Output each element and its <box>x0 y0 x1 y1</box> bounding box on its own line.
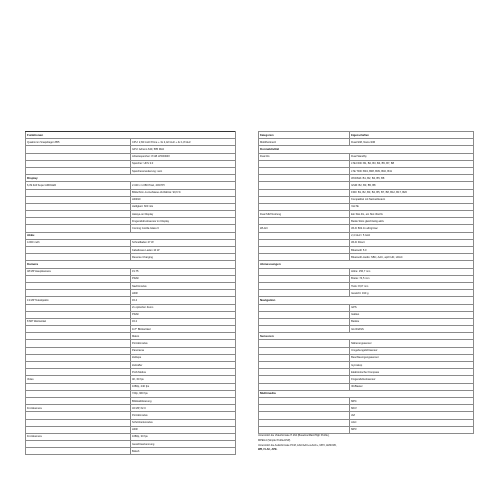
section-title: Abmessungen <box>259 261 474 268</box>
spec-row <box>26 211 236 218</box>
spec-row <box>259 189 474 196</box>
spec-row <box>259 318 474 325</box>
spec-value: Gyroskop <box>350 362 474 369</box>
spec-row <box>259 232 474 239</box>
spec-row <box>259 419 474 426</box>
spec-row <box>26 218 236 225</box>
spec-key <box>259 383 350 390</box>
spec-key: Frontkamera <box>26 433 131 440</box>
spec-row <box>26 196 236 203</box>
spec-key: Qualcomm Snapdragon 855 <box>26 139 131 146</box>
spec-value: Bluetooth-Audio: SBC, AAC, aptX HD, LDAC <box>350 254 474 261</box>
spec-value: Profi-Modus <box>131 369 236 376</box>
spec-row <box>26 448 236 455</box>
spec-row <box>26 340 236 347</box>
spec-value: GPU: Adreno 640, 585 MHz <box>131 146 236 153</box>
spec-row <box>259 405 474 412</box>
spec-row <box>26 297 236 304</box>
spec-value: 4K, 60 fps <box>131 376 236 383</box>
spec-key <box>259 160 350 167</box>
spec-row <box>26 225 236 232</box>
spec-value: Schnellladen 27 W <box>131 239 236 246</box>
spec-row <box>259 362 474 369</box>
spec-value: f/1.75 <box>131 268 236 275</box>
spec-value: Beide Slots gleichzeitig aktiv <box>350 218 474 225</box>
format-note-line: Unterstützt die Audioformate PCM, AAC/AAC+/eAAC+, MP3, AMR-NB, <box>258 443 337 447</box>
spec-row <box>259 203 474 210</box>
section-title: Multimedia <box>259 390 474 397</box>
spec-value: 117° Blickwinkel <box>131 326 236 333</box>
spec-key <box>26 304 131 311</box>
spec-key <box>26 412 131 419</box>
spec-row <box>259 268 474 275</box>
spec-key <box>26 333 131 340</box>
spec-value: Helligkeit: 600 nits <box>131 203 236 210</box>
spec-row <box>26 441 236 448</box>
spec-value: 1080p, 240 fps <box>131 383 236 390</box>
spec-row <box>259 426 474 433</box>
spec-key <box>26 153 131 160</box>
section-header-row <box>26 132 236 139</box>
spec-key: Frontkamera <box>26 405 131 412</box>
spec-value: Schönheitsmodus <box>131 419 236 426</box>
spec-value: Bluetooth 5.0 <box>350 247 474 254</box>
spec-value: Bokeh <box>131 448 236 455</box>
spec-value: 32 MP, f/2.0 <box>131 405 236 412</box>
section-header-row <box>259 333 474 340</box>
spec-row <box>26 369 236 376</box>
section-title: Konnektivität <box>259 146 474 153</box>
spec-value: Arbeitsspeicher: 8 GB LPDDR4X <box>131 153 236 160</box>
spec-value: 2x optischer Zoom <box>131 304 236 311</box>
spec-key <box>259 239 350 246</box>
spec-value: LTE FDD: B1, B2, B3, B4, B5, B7, B8 <box>350 160 474 167</box>
spec-key <box>259 362 350 369</box>
spec-row <box>26 326 236 333</box>
spec-row <box>259 376 474 383</box>
spec-value: Gewicht: 190 g <box>350 290 474 297</box>
spec-key <box>259 203 350 210</box>
spec-row <box>259 218 474 225</box>
spec-row <box>259 132 474 139</box>
spec-value: Zeitlupe <box>131 354 236 361</box>
spec-row <box>26 275 236 282</box>
spec-value: HDR10 <box>131 196 236 203</box>
section-header-row <box>259 261 474 268</box>
spec-value: Beschleunigungssensor <box>350 354 474 361</box>
spec-value: Nachtmodus <box>131 282 236 289</box>
left-spec-table-column <box>25 131 236 455</box>
spec-value: MP3 <box>350 426 474 433</box>
spec-row <box>26 419 236 426</box>
spec-row <box>259 275 474 282</box>
spec-row <box>26 254 236 261</box>
spec-value: Dual Standby <box>350 153 474 160</box>
spec-key: Dual SIM Nutzung <box>259 211 350 218</box>
spec-row <box>26 247 236 254</box>
spec-key: 4.000 mAh <box>26 239 131 246</box>
spec-value: Umgebungslichtsensor <box>350 347 474 354</box>
spec-row <box>26 290 236 297</box>
spec-key <box>259 282 350 289</box>
spec-value: Höhe: 156,7 mm <box>350 268 474 275</box>
spec-value: Elektronischer Kompass <box>350 369 474 376</box>
spec-key <box>26 383 131 390</box>
spec-row <box>259 282 474 289</box>
spec-key <box>259 397 350 404</box>
spec-row <box>259 247 474 254</box>
spec-value: Bildschirm-zu-Gehäuse-Verhältnis: 90,6 % <box>131 189 236 196</box>
spec-key <box>259 326 350 333</box>
spec-value: Speicher: UFS 3.0 <box>131 160 236 167</box>
spec-row <box>26 160 236 167</box>
spec-key <box>26 369 131 376</box>
spec-key <box>26 419 131 426</box>
spec-value: Reverse Charging <box>131 254 236 261</box>
spec-key: Kategorien <box>259 132 350 139</box>
spec-key <box>26 189 131 196</box>
spec-row <box>26 433 236 440</box>
spec-value: Corning Gorilla Glass 6 <box>131 225 236 232</box>
spec-value: GLONASS <box>350 326 474 333</box>
spec-value: Porträtmodus <box>131 412 236 419</box>
format-note-line: MPEG4 (Simple Profile/ASP). <box>258 438 291 442</box>
spec-key <box>259 426 350 433</box>
spec-row <box>259 369 474 376</box>
spec-row <box>26 405 236 412</box>
spec-row <box>259 211 474 218</box>
spec-value: Speichererweiterung: nein <box>131 167 236 174</box>
spec-value: Kabelloses Laden 10 W <box>131 247 236 254</box>
spec-value: Always-on Display <box>131 211 236 218</box>
spec-row <box>259 347 474 354</box>
right-spec-table-column <box>258 131 474 453</box>
spec-row <box>259 412 474 419</box>
spec-row <box>259 196 474 203</box>
spec-row <box>259 326 474 333</box>
spec-row <box>259 239 474 246</box>
spec-key <box>259 412 350 419</box>
spec-key <box>259 354 350 361</box>
spec-key: Video <box>26 376 131 383</box>
spec-value: 2.340 x 1.080 Pixel, 403 PPI <box>131 182 236 189</box>
spec-value: GSM: B2, B3, B5, B8 <box>350 182 474 189</box>
spec-key <box>259 189 350 196</box>
spec-value: Eigenschaften <box>350 132 474 139</box>
spec-key <box>26 167 131 174</box>
spec-key <box>259 419 350 426</box>
spec-value: VoLTE <box>350 203 474 210</box>
spec-value: AVI <box>350 412 474 419</box>
spec-key: 6,39 Zoll Super AMOLED <box>26 182 131 189</box>
spec-row <box>259 153 474 160</box>
spec-key <box>26 211 131 218</box>
spec-row <box>26 426 236 433</box>
spec-key <box>259 405 350 412</box>
spec-key <box>26 390 131 397</box>
spec-key: Mobilfunknetz <box>259 139 350 146</box>
spec-value: Fingerabdrucksensor im Display <box>131 218 236 225</box>
spec-row <box>26 153 236 160</box>
spec-value: 720p, 960 fps <box>131 390 236 397</box>
spec-key <box>26 397 131 404</box>
spec-value: Fingerabdrucksensor <box>350 376 474 383</box>
spec-value: PDAF <box>131 275 236 282</box>
section-title: Navigation <box>259 297 474 304</box>
spec-key <box>259 254 350 261</box>
spec-row <box>26 311 236 318</box>
spec-key: 13 MP Teleobjektiv <box>26 297 131 304</box>
spec-row <box>259 340 474 347</box>
spec-value: Galileo <box>350 311 474 318</box>
spec-row <box>26 182 236 189</box>
spec-value: Kompatibel mit Netzanbietern <box>350 196 474 203</box>
spec-row <box>259 383 474 390</box>
spec-key <box>259 304 350 311</box>
spec-row <box>26 239 236 246</box>
section-header-row <box>26 175 236 182</box>
spec-key <box>259 340 350 347</box>
spec-row <box>259 254 474 261</box>
spec-key <box>26 426 131 433</box>
spec-key: WLAN <box>259 225 350 232</box>
spec-row <box>26 304 236 311</box>
spec-row <box>26 390 236 397</box>
spec-key <box>26 196 131 203</box>
spec-key <box>259 347 350 354</box>
spec-row <box>259 290 474 297</box>
spec-row <box>259 311 474 318</box>
spec-row <box>26 397 236 404</box>
spec-row <box>26 333 236 340</box>
spec-row <box>259 397 474 404</box>
spec-key <box>259 175 350 182</box>
spec-value: CPU: 2,84 GHz Prime + 3x 2,42 GHz + 4x 1,8 GHz <box>131 139 236 146</box>
spec-value: GPS <box>350 304 474 311</box>
spec-key: 8 MP Weitwinkel <box>26 318 131 325</box>
spec-row <box>26 167 236 174</box>
spec-key <box>259 275 350 282</box>
spec-row <box>26 282 236 289</box>
spec-value: IR-Blaster <box>350 383 474 390</box>
spec-key <box>26 362 131 369</box>
spec-key <box>259 318 350 325</box>
spec-value: MKV <box>350 405 474 412</box>
spec-row <box>26 203 236 210</box>
spec-row <box>26 376 236 383</box>
spec-key <box>26 290 131 297</box>
spec-value: Tiefe: 8,67 mm <box>350 282 474 289</box>
spec-value: LTE TDD: B34, B38, B39, B40, B41 <box>350 167 474 174</box>
section-header-row <box>259 390 474 397</box>
spec-key <box>26 311 131 318</box>
spec-key <box>26 160 131 167</box>
spec-value: PDAF <box>131 311 236 318</box>
spec-row <box>26 362 236 369</box>
spec-value: Dual-SIM, Nano-SIM <box>350 139 474 146</box>
spec-row <box>26 189 236 196</box>
section-header-row <box>26 261 236 268</box>
spec-value: Zeitraffer <box>131 362 236 369</box>
section-title: Display <box>26 175 236 182</box>
format-note-line: Unterstützt die Videoformate H.264 (Baseline/Main/High Profile), <box>258 434 330 438</box>
spec-value: Porträtmodus <box>131 340 236 347</box>
spec-key <box>259 311 350 318</box>
spec-key <box>26 146 131 153</box>
spec-key <box>26 441 131 448</box>
spec-value: FDD: B1, B2, B3, B4, B5, B7, B8, B12, B17, B20 <box>350 189 474 196</box>
format-notes <box>258 434 474 453</box>
spec-row <box>26 146 236 153</box>
section-header-row <box>259 297 474 304</box>
spec-key: Dual 4G <box>259 153 350 160</box>
section-title: Sensoren <box>259 333 474 340</box>
spec-key <box>26 347 131 354</box>
spec-key <box>259 218 350 225</box>
spec-row <box>259 160 474 167</box>
spec-row <box>26 347 236 354</box>
spec-value: 1080p, 30 fps <box>131 433 236 440</box>
spec-row <box>26 268 236 275</box>
spec-key <box>259 182 350 189</box>
spec-key <box>26 203 131 210</box>
spec-row <box>26 318 236 325</box>
section-title: Akku <box>26 232 236 239</box>
spec-value: AAC <box>350 419 474 426</box>
spec-value: MP4 <box>350 397 474 404</box>
spec-value: f/2.2 <box>131 318 236 325</box>
spec-key <box>26 282 131 289</box>
spec-key <box>26 247 131 254</box>
spec-key <box>26 254 131 261</box>
spec-row <box>259 304 474 311</box>
spec-key <box>26 326 131 333</box>
spec-key <box>26 340 131 347</box>
spec-value: HDR <box>131 290 236 297</box>
spec-value: Panorama <box>131 347 236 354</box>
spec-value: Gesichtserkennung <box>131 441 236 448</box>
spec-key <box>26 275 131 282</box>
spec-row <box>26 139 236 146</box>
right-spec-table <box>258 131 474 434</box>
spec-key <box>26 448 131 455</box>
spec-key <box>26 225 131 232</box>
section-header-row <box>26 232 236 239</box>
spec-row <box>26 383 236 390</box>
spec-key <box>259 247 350 254</box>
spec-value: Breite: 74,5 mm <box>350 275 474 282</box>
spec-value: Ein Slot 4G, ein Slot 3G/2G <box>350 211 474 218</box>
spec-row <box>26 354 236 361</box>
spec-key <box>259 290 350 297</box>
spec-key <box>259 376 350 383</box>
spec-key <box>259 268 350 275</box>
spec-value: Bildstabilisierung <box>131 397 236 404</box>
spec-value: Makro <box>131 333 236 340</box>
spec-value: HDR <box>131 426 236 433</box>
spec-value: Wi-Fi Direct <box>350 239 474 246</box>
spec-value: Wi-Fi 802.11 a/b/g/n/ac <box>350 225 474 232</box>
spec-row <box>259 182 474 189</box>
spec-key <box>26 354 131 361</box>
section-title: Funktionen <box>26 132 236 139</box>
format-note-line: WB, FLAC, APE. <box>258 448 278 452</box>
spec-key <box>259 196 350 203</box>
spec-value: Näherungssensor <box>350 340 474 347</box>
section-title: Kamera <box>26 261 236 268</box>
spec-row <box>259 354 474 361</box>
left-spec-table <box>25 131 236 455</box>
spec-value: Beidou <box>350 318 474 325</box>
spec-row <box>259 175 474 182</box>
spec-row <box>259 139 474 146</box>
spec-row <box>259 225 474 232</box>
spec-value: f/2.4 <box>131 297 236 304</box>
section-header-row <box>259 146 474 153</box>
spec-key <box>259 167 350 174</box>
spec-value: 2,4 GHz / 5 GHz <box>350 232 474 239</box>
spec-key <box>259 369 350 376</box>
spec-key <box>26 218 131 225</box>
spec-key <box>259 232 350 239</box>
spec-value: WCDMA: B1, B2, B4, B5, B8 <box>350 175 474 182</box>
spec-row <box>26 412 236 419</box>
spec-key: 48 MP Hauptkamera <box>26 268 131 275</box>
spec-row <box>259 167 474 174</box>
